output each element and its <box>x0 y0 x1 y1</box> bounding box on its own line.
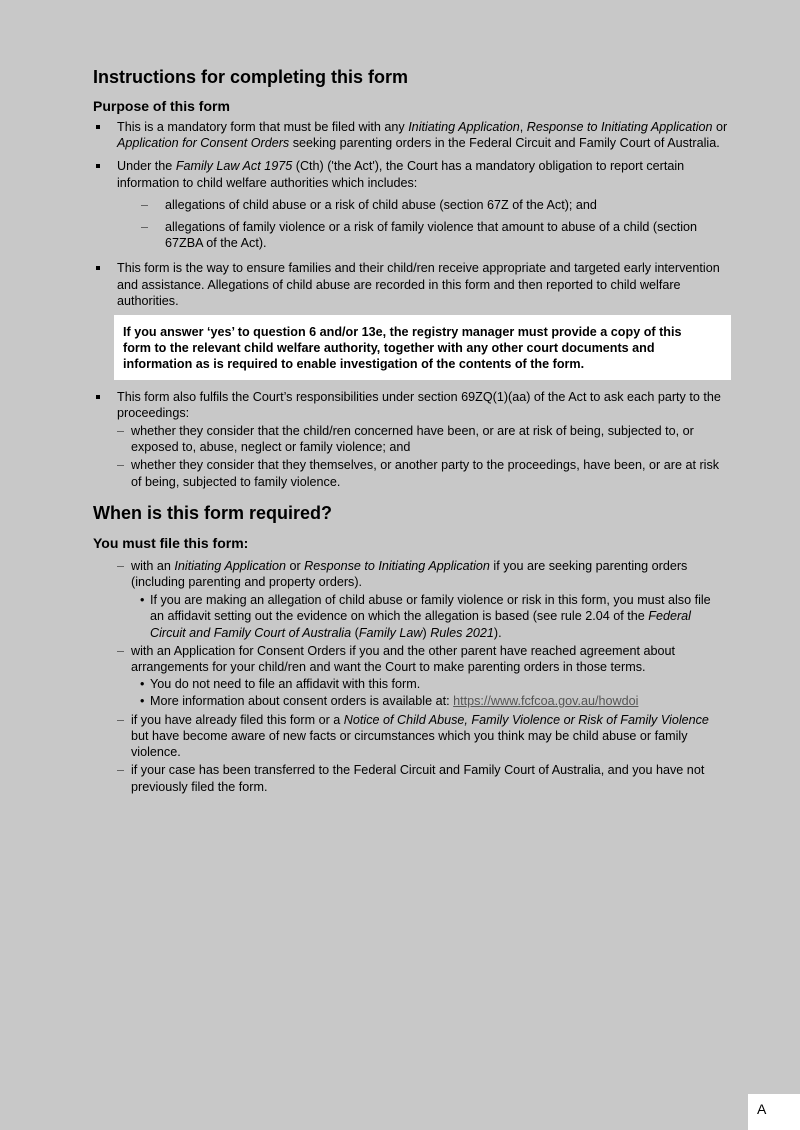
square-bullet-icon <box>96 266 100 270</box>
bullet-court-responsibilities: This form also fulfils the Court’s responsibilities under section 69ZQ(1)(aa) of the Act to ask each party to the proceedings: <box>93 389 728 421</box>
item-consent-orders: – with an Application for Consent Orders if you and the other parent have reached agreement about arrangements for your child/ren and want the Court to make parenting orders in those terms. <box>117 643 675 675</box>
item-already-filed: – if you have already filed this form or a Notice of Child Abuse, Family Violence or Risk of Family Violence but have become aware of new facts or circumstances which you think may be child abuse or family violence. <box>117 712 709 760</box>
sub-item-affidavit-required: • If you are making an allegation of child abuse or family violence or risk in this form, you must also file an affidavit setting out the evidence on which the allegation is based (see rule 2.04 of the Federal Circuit and Family Court of Australia (Family Law) Rules 2021). <box>140 593 711 640</box>
square-bullet-icon <box>96 395 100 399</box>
bullet-early-intervention: This form is the way to ensure families and their child/ren receive appropriate and targeted early intervention and assistance. Allegations of child abuse are recorded in this form and then reported to child welfare authorities. <box>93 260 728 309</box>
sub-item-child-abuse: – allegations of child abuse or a risk of child abuse (section 67Z of the Act); and <box>141 197 597 212</box>
purpose-heading: Purpose of this form <box>93 98 230 114</box>
sub-item-no-affidavit: • You do not need to file an affidavit with this form. <box>140 677 421 692</box>
howdoi-link[interactable]: https://www.fcfcoa.gov.au/howdoi <box>453 694 639 709</box>
when-required-title: When is this form required? <box>93 502 333 523</box>
sub-item-family-violence: – allegations of family violence or a risk of family violence that amount to abuse of a child (section 67ZBA of the Act). <box>141 220 698 251</box>
must-file-heading: You must file this form: <box>93 534 249 551</box>
sub-item-party-risk: – whether they consider that they themselves, or another party to the proceedings, have been, or are at risk of being, subjected to family violence. <box>117 458 720 489</box>
sub-item-child-risk: – whether they consider that the child/ren concerned have been, or are at risk of being, subjected to, or exposed to, abuse, neglect or family violence; and <box>117 424 694 455</box>
item-case-transferred: – if your case has been transferred to the Federal Circuit and Family Court of Australia, and you have not previously filed the form. <box>117 763 705 794</box>
when-required-section <box>93 502 728 795</box>
page-content <box>93 66 728 795</box>
corner-label: A <box>757 1101 767 1117</box>
item-initiating-application: – with an Initiating Application or Response to Initiating Application if you are seeking parenting orders (including parenting and property orders). <box>117 558 688 590</box>
bullet-family-law-act: Under the Family Law Act 1975 (Cth) ('the Act'), the Court has a mandatory obligation to report certain information to child welfare authorities which includes: <box>93 158 728 190</box>
square-bullet-icon <box>96 125 100 129</box>
sub-item-more-information: • More information about consent orders is available at: https://www.fcfcoa.gov.au/howdoi <box>140 694 639 709</box>
notice-box: If you answer ‘yes’ to question 6 and/or 13e, the registry manager must provide a copy of this form to the relevant child welfare authority, together with any other court documents and information as is required to enable investigation of the contents of the form. <box>114 315 731 380</box>
corner-label-box <box>748 1094 800 1130</box>
instructions-title: Instructions for completing this form <box>93 67 409 87</box>
bullet-mandatory-form: This is a mandatory form that must be filed with any Initiating Application, Response to Initiating Application or Application for Consent Orders seeking parenting orders in the Federal Circuit and Family Court of Australia. <box>93 119 728 151</box>
square-bullet-icon <box>96 164 100 168</box>
